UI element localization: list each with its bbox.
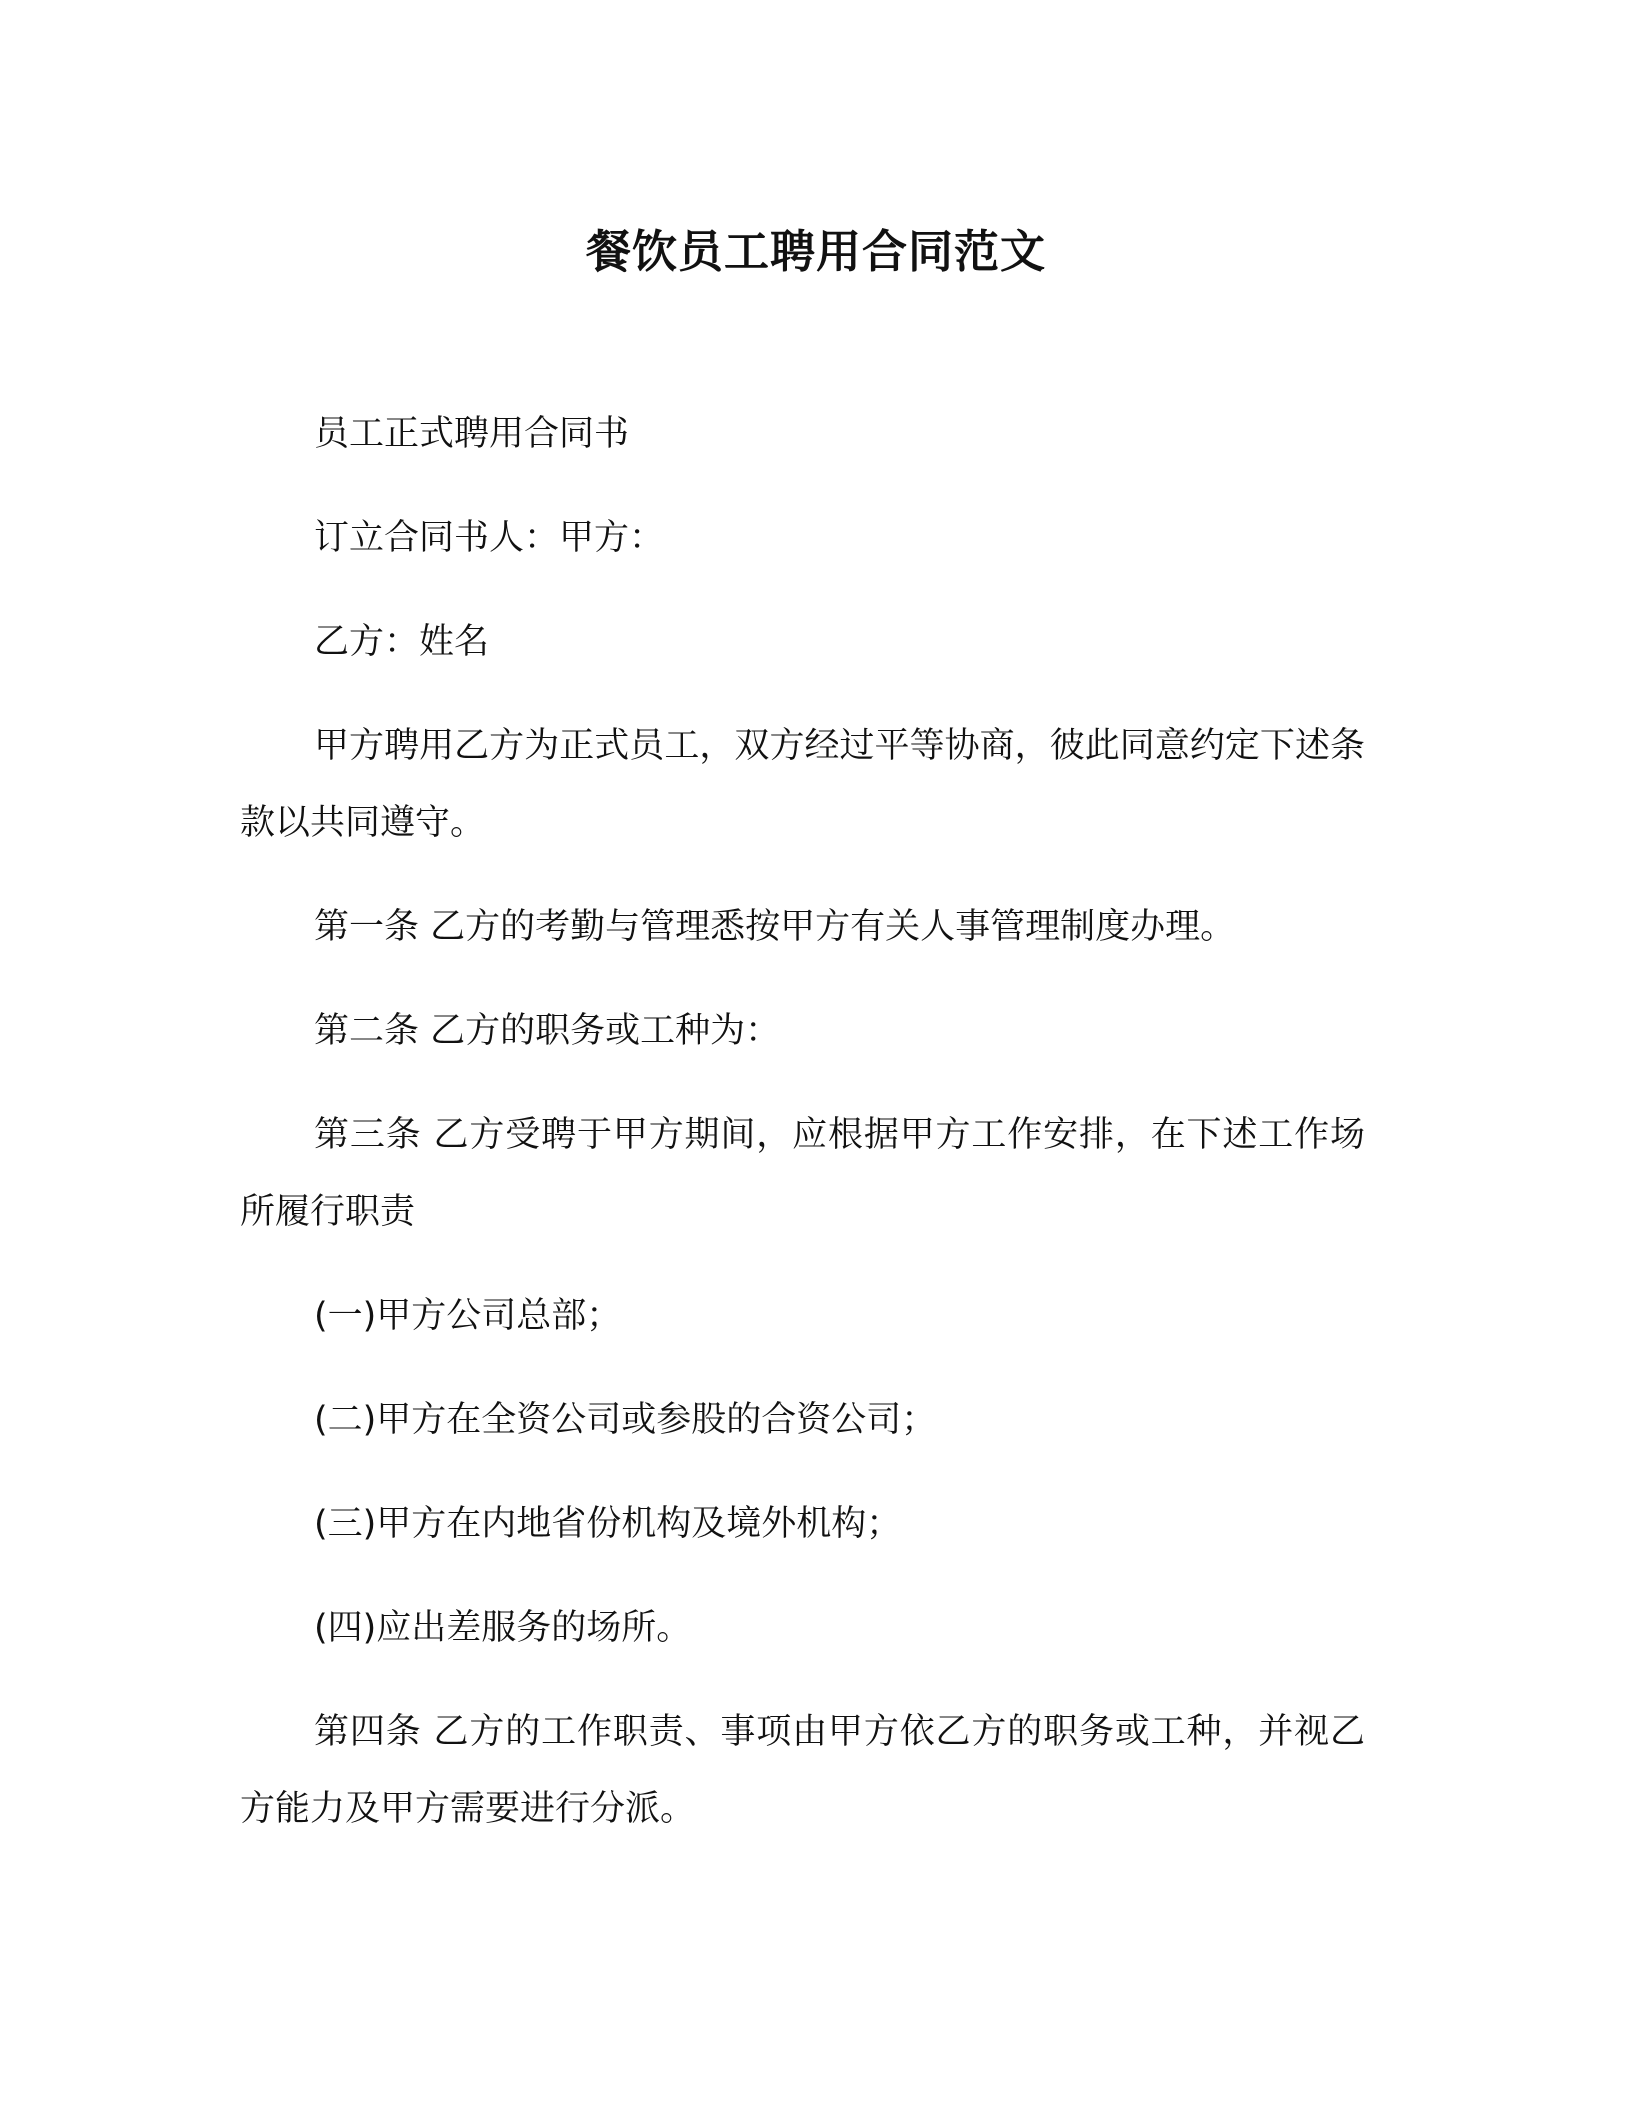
paragraph-article-4: 第四条 乙方的工作职责、事项由甲方依乙方的职务或工种，并视乙方能力及甲方需要进行分派。: [240, 1712, 1365, 1829]
paragraph-item-2: (二)甲方在全资公司或参股的合资公司；: [314, 1400, 937, 1440]
document-title: 餐饮员工聘用合同范文: [585, 225, 1046, 278]
paragraph-article-1: 第一条 乙方的考勤与管理悉按甲方有关人事管理制度办理。: [314, 907, 1236, 947]
paragraph-party-a: 订立合同书人：甲方：: [314, 518, 665, 558]
paragraph-contract-heading: 员工正式聘用合同书: [314, 414, 630, 454]
paragraph-item-3: (三)甲方在内地省份机构及境外机构；: [314, 1504, 902, 1544]
document-body: [240, 396, 1365, 1875]
paragraph-article-3: 第三条 乙方受聘于甲方期间，应根据甲方工作安排，在下述工作场所履行职责: [240, 1115, 1365, 1232]
paragraph-item-4: (四)应出差服务的场所。: [314, 1608, 692, 1648]
paragraph-intro: 甲方聘用乙方为正式员工，双方经过平等协商，彼此同意约定下述条款以共同遵守。: [240, 726, 1365, 843]
paragraph-item-1: (一)甲方公司总部；: [314, 1296, 622, 1336]
paragraph-article-2: 第二条 乙方的职务或工种为：: [314, 1011, 781, 1051]
paragraph-party-b: 乙方：姓名: [314, 622, 490, 662]
